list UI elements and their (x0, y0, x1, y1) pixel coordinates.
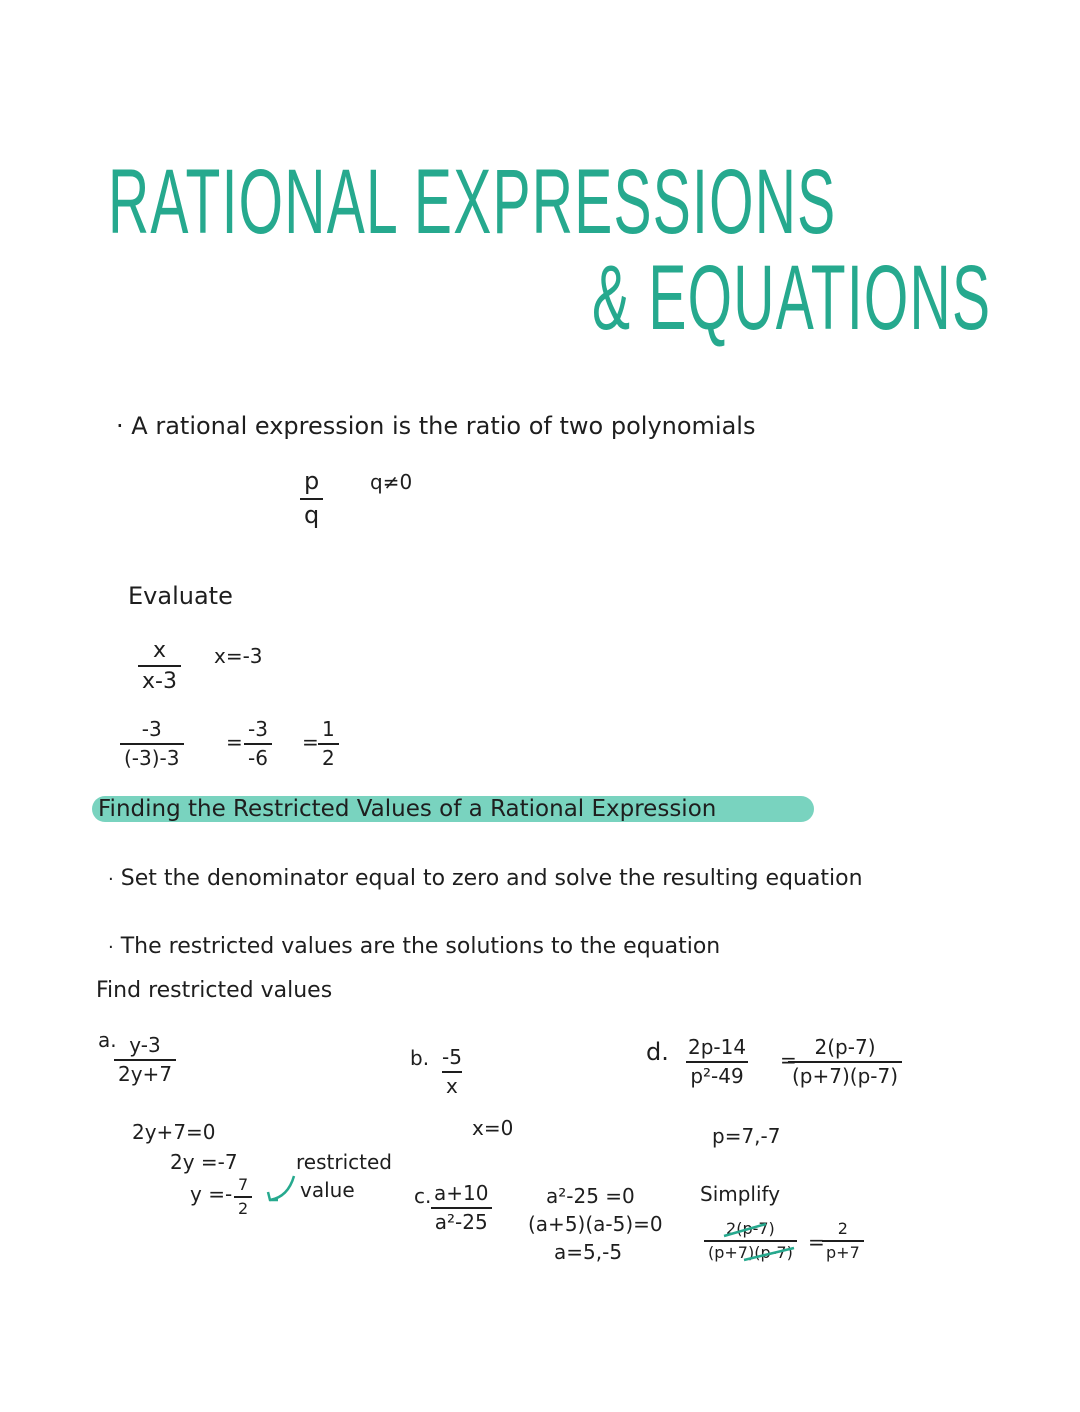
equals-sign: = (780, 1048, 797, 1072)
step2-denominator: -6 (244, 743, 272, 770)
problem-a-answer (234, 1176, 252, 1219)
simplified-result (822, 1220, 864, 1263)
problem-a-step-2: 2y =-7 (170, 1150, 238, 1174)
restricted-note-1: restricted (296, 1150, 392, 1174)
fraction-numerator: p (304, 467, 320, 495)
factored-numerator: 2(p-7) (814, 1035, 876, 1059)
problem-c-numerator: a+10 (434, 1181, 489, 1205)
answer-numerator: 7 (238, 1175, 249, 1194)
rule-1-text: Set the denominator equal to zero and solve the resulting equation (120, 866, 863, 891)
bullet: · (116, 412, 124, 440)
problem-d-numerator: 2p-14 (688, 1035, 747, 1059)
factored-denominator: (p+7)(p-7) (788, 1061, 902, 1088)
rule-2 (108, 934, 720, 959)
problem-c-step-2: (a+5)(a-5)=0 (528, 1212, 663, 1236)
given-value: x=-3 (214, 644, 263, 668)
definition-text: A rational expression is the ratio of two polynomials (131, 412, 756, 440)
problem-a-step-3: y =- (190, 1182, 233, 1206)
condition: q≠0 (370, 470, 413, 494)
simplify-numerator: 2(p-7) (726, 1219, 775, 1238)
arrow-icon (264, 1172, 298, 1206)
step1-denominator: (-3)-3 (120, 743, 184, 770)
evaluate-result (318, 718, 339, 770)
problem-b-expression (438, 1046, 466, 1098)
problem-a-step-1: 2y+7=0 (132, 1120, 216, 1144)
section-heading: Finding the Restricted Values of a Rational Expression (98, 796, 717, 822)
result-numerator: 2 (837, 1219, 848, 1238)
problem-a-numerator: y-3 (129, 1033, 161, 1057)
problem-a-expression (114, 1034, 176, 1086)
answer-denominator: 2 (234, 1196, 252, 1218)
result-denominator: 2 (318, 743, 339, 770)
equals-sign: = (302, 730, 319, 754)
problem-b-denominator: x (442, 1071, 462, 1098)
problem-d-denominator: p²-49 (686, 1061, 747, 1088)
problem-d-answer: p=7,-7 (712, 1124, 781, 1148)
problem-c-denominator: a²-25 (431, 1207, 492, 1234)
problem-d-factored (788, 1036, 902, 1088)
evaluate-step-2 (244, 718, 272, 770)
bullet: · (108, 869, 114, 890)
rule-1 (108, 866, 863, 891)
fraction-p-over-q (300, 468, 323, 529)
cancel-strike-icon (704, 1220, 804, 1266)
problem-b-numerator: -5 (442, 1045, 462, 1069)
step1-numerator: -3 (141, 717, 162, 741)
simplify-label: Simplify (700, 1182, 781, 1206)
result-denominator: p+7 (822, 1240, 864, 1262)
restricted-note-2: value (300, 1178, 355, 1202)
result-numerator: 1 (322, 717, 335, 741)
evaluate-expression (138, 638, 181, 695)
problem-a-label: a. (98, 1028, 117, 1052)
problem-b-label: b. (410, 1046, 430, 1070)
rule-2-text: The restricted values are the solutions to the equation (120, 934, 721, 959)
problem-c-expression (430, 1182, 492, 1234)
find-prompt: Find restricted values (96, 978, 333, 1003)
fraction-denominator: q (300, 498, 323, 530)
problem-c-step-3: a=5,-5 (554, 1240, 623, 1264)
title-line-1: RATIONAL EXPRESSIONS (108, 151, 837, 253)
problem-c-step-1: a²-25 =0 (546, 1184, 635, 1208)
definition-line (116, 412, 755, 440)
evaluate-step-1 (120, 718, 184, 770)
expr-denominator: x-3 (138, 665, 181, 694)
problem-a-denominator: 2y+7 (114, 1059, 176, 1086)
problem-d-expression (684, 1036, 750, 1088)
equals-sign: = (808, 1230, 825, 1254)
problem-d-label: d. (646, 1038, 669, 1066)
problem-c-label: c. (414, 1184, 432, 1208)
step2-numerator: -3 (248, 717, 268, 741)
evaluate-heading: Evaluate (128, 582, 233, 610)
title-line-2: & EQUATIONS (592, 247, 992, 349)
bullet: · (108, 937, 114, 958)
equals-sign: = (226, 730, 243, 754)
simplify-denominator: (p+7)(p-7) (704, 1240, 797, 1262)
expr-numerator: x (152, 638, 166, 663)
problem-b-answer: x=0 (472, 1116, 514, 1140)
